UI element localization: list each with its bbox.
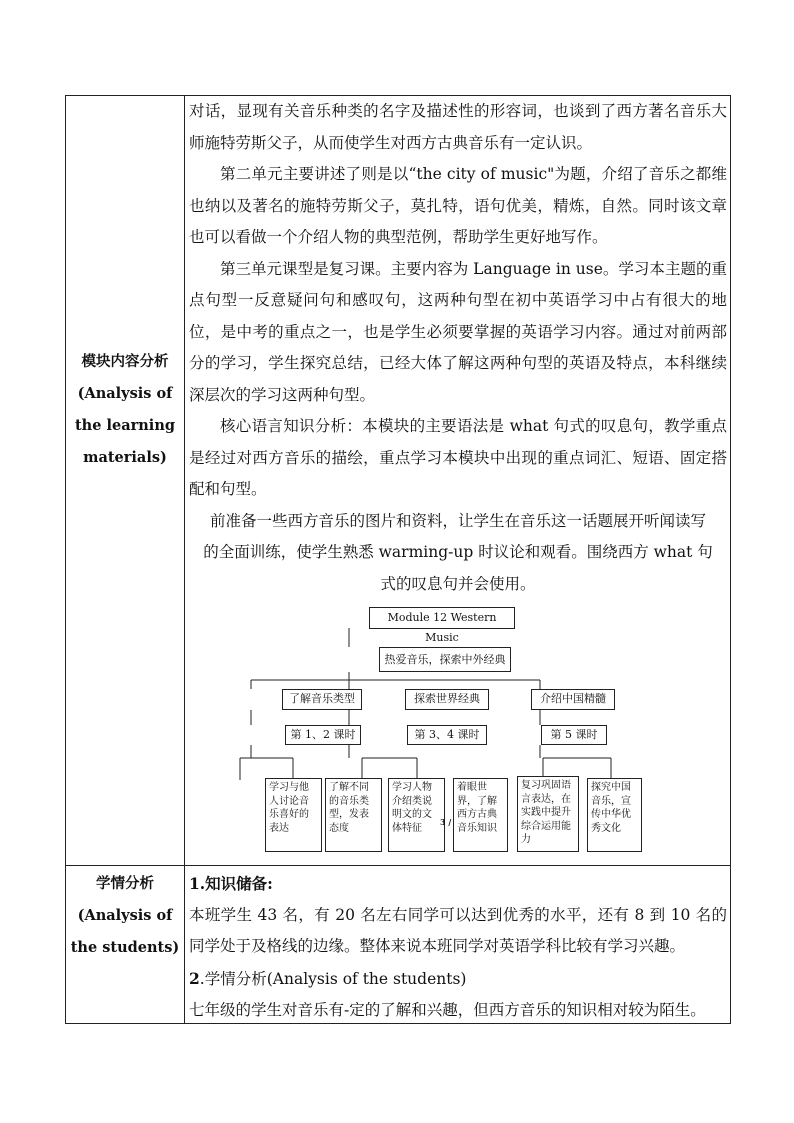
module-analysis-label	[66, 346, 184, 474]
students-label-en-1: (Analysis of	[77, 907, 173, 924]
branch-2-title: 探索世界经典	[405, 689, 489, 710]
students-label-cn: 学情分析	[96, 875, 154, 892]
module-paragraph-5: 前准备一些西方音乐的图片和资料，让学生在音乐这一话题展开听闻读写的全面训练，使学生熟悉 warming-up 时议论和观看。围绕西方 what 句式的叹息句并会使用。	[203, 511, 713, 593]
diagram-theme: 热爱音乐，探索中外经典	[379, 647, 511, 672]
branch-2-leaf-2: 着眼世界，了解西方古典音乐知识	[453, 778, 508, 852]
branch-3-leaf-2: 探究中国音乐，宣传中华优秀文化	[587, 778, 642, 852]
branch-1-leaf-1: 学习与他人讨论音乐喜好的表达	[265, 778, 322, 852]
module-paragraph-1: 对话，显现有关音乐种类的名字及描述性的形容词，也谈到了西方著名音乐大师施特劳斯父子，从而使学生对西方古典音乐有一定认识。	[189, 102, 727, 152]
lesson-plan-table	[65, 95, 731, 1024]
diagram-root: Module 12 Western Music	[369, 607, 515, 629]
students-label-en-2: the students)	[70, 939, 180, 956]
branch-2-leaf-1: 学习人物介绍类说明文的文体特征	[388, 778, 445, 852]
branch-3-lessons: 第 5 课时	[541, 725, 607, 745]
students-analysis-label	[66, 868, 184, 964]
analysis-heading-text: .学情分析(Analysis of the students)	[199, 969, 467, 988]
module-paragraph-4: 核心语言知识分析：本模块的主要语法是 what 句式的叹息句，教学重点是经过对西方音乐的描绘，重点学习本模块中出现的重点词汇、短语、固定搭配和句型。	[189, 417, 727, 498]
module-label-cn: 模块内容分析	[81, 353, 169, 370]
module-structure-diagram	[185, 600, 655, 860]
branch-3-leaf-1: 复习巩固语言表达，在实践中提升综合运用能力	[517, 776, 579, 852]
module-label-en-2: the learning	[74, 417, 175, 434]
branch-2-lessons: 第 3、4 课时	[407, 725, 487, 745]
branch-3-title: 介绍中国精髓	[531, 689, 615, 710]
page-mark: 3 /	[440, 817, 452, 827]
branch-1-lessons: 第 1、2 课时	[285, 725, 361, 745]
module-paragraph-2: 第二单元主要讲述了则是以“the city of music"为题，介绍了音乐之都维也纳以及著名的施特劳斯父子，莫扎特，语句优美，精炼，自然。同时该文章也可以看做一个介绍人物的典型范例，帮助学生更好地写作。	[189, 165, 727, 246]
module-analysis-content	[189, 96, 727, 600]
branch-1-leaf-2: 了解不同的音乐类型，发表态度	[325, 778, 382, 852]
knowledge-text: 本班学生 43 名，有 20 名左右同学可以达到优秀的水平，还有 8 到 10 名的同学处于及格线的边缘。整体来说本班同学对英语学科比较有学习兴趣。	[189, 905, 727, 955]
module-label-en-1: (Analysis of	[77, 385, 173, 402]
column-divider	[184, 96, 185, 1023]
analysis-heading	[189, 963, 727, 996]
analysis-text: 七年级的学生对音乐有-定的了解和兴趣，但西方音乐的知识相对较为陌生。	[189, 1001, 706, 1019]
module-paragraph-3: 第三单元课型是复习课。主要内容为 Language in use。学习本主题的重点句型一反意疑问句和感叹句，这两种句型在初中英语学习中占有很大的地位，是中考的重点之一，也是学生必须要掌握的英语学习内容。通过对前两部分的学习，学生探究总结，已经大体了解这两种句型的英语及特点，本科继续深层次的学习这两种句型。	[189, 259, 727, 404]
module-label-en-3: materials)	[83, 449, 167, 466]
branch-1-title: 了解音乐类型	[282, 689, 362, 710]
analysis-heading-number: 2	[189, 968, 200, 988]
row-divider	[66, 865, 730, 866]
knowledge-heading: 1.知识储备:	[189, 874, 273, 893]
students-analysis-content	[189, 868, 727, 1027]
